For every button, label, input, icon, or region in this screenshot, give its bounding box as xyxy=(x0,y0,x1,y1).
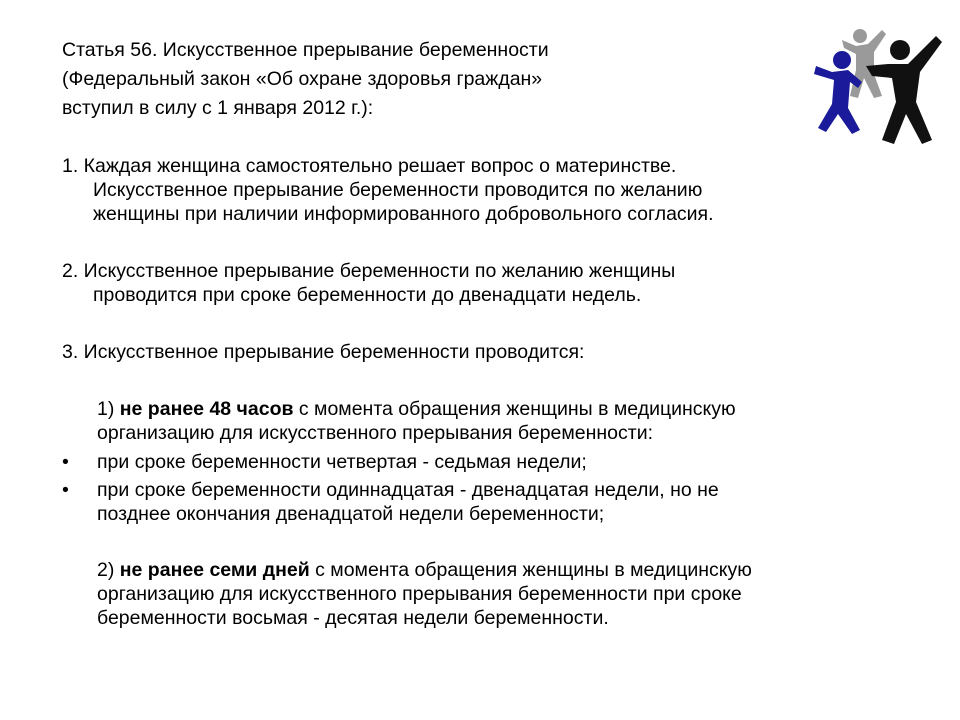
bullet-dot: • xyxy=(62,479,69,501)
subitem-1-prefix: 1) xyxy=(97,398,120,420)
people-figures-icon xyxy=(812,22,944,148)
subitem-1-line-2: организацию для искусственного прерывания беременности: xyxy=(97,422,654,444)
subitem-1-rest: с момента обращения женщины в медицинскую xyxy=(293,398,736,420)
slide-title xyxy=(62,36,782,123)
subitem-2 xyxy=(97,558,937,630)
item-2 xyxy=(62,259,922,307)
bullet-2-line-1: при сроке беременности одиннадцатая - двенадцатая недели, но не xyxy=(97,479,719,501)
title-line-3: вступил в силу с 1 января 2012 г.): xyxy=(62,97,374,119)
bullet-dot: • xyxy=(62,451,69,473)
subitem-1-line-1 xyxy=(97,397,937,421)
item-1-line-1: 1. Каждая женщина самостоятельно решает вопрос о материнстве. xyxy=(62,155,677,177)
item-1 xyxy=(62,154,922,226)
item-1-line-3: женщины при наличии информированного добровольного согласия. xyxy=(93,203,714,225)
item-2-line-1: 2. Искусственное прерывание беременности по желанию женщины xyxy=(62,260,676,282)
subitem-1 xyxy=(97,397,937,445)
item-3-line-1: 3. Искусственное прерывание беременности проводится: xyxy=(62,341,585,363)
subitem-2-prefix: 2) xyxy=(97,559,120,581)
title-line-1: Статья 56. Искусственное прерывание беременности xyxy=(62,39,549,61)
subitem-2-rest: с момента обращения женщины в медицинскую xyxy=(309,559,752,581)
subitem-2-line-2: организацию для искусственного прерывания беременности при сроке xyxy=(97,583,742,605)
subitem-2-line-3: беременности восьмая - десятая недели беременности. xyxy=(97,607,609,629)
bullet-1-line-1: при сроке беременности четвертая - седьмая недели; xyxy=(97,451,587,473)
subitem-2-bold: не ранее семи дней xyxy=(119,559,310,581)
subitem-1-bold: не ранее 48 часов xyxy=(119,398,294,420)
subitem-2-line-1 xyxy=(97,558,937,582)
item-3 xyxy=(62,340,922,364)
bullet-2-line-2: позднее окончания двенадцатой недели беременности; xyxy=(97,503,605,525)
item-2-line-2: проводится при сроке беременности до двенадцати недель. xyxy=(93,284,642,306)
item-1-line-2: Искусственное прерывание беременности проводится по желанию xyxy=(93,179,703,201)
title-line-2: (Федеральный закон «Об охране здоровья граждан» xyxy=(62,68,543,90)
